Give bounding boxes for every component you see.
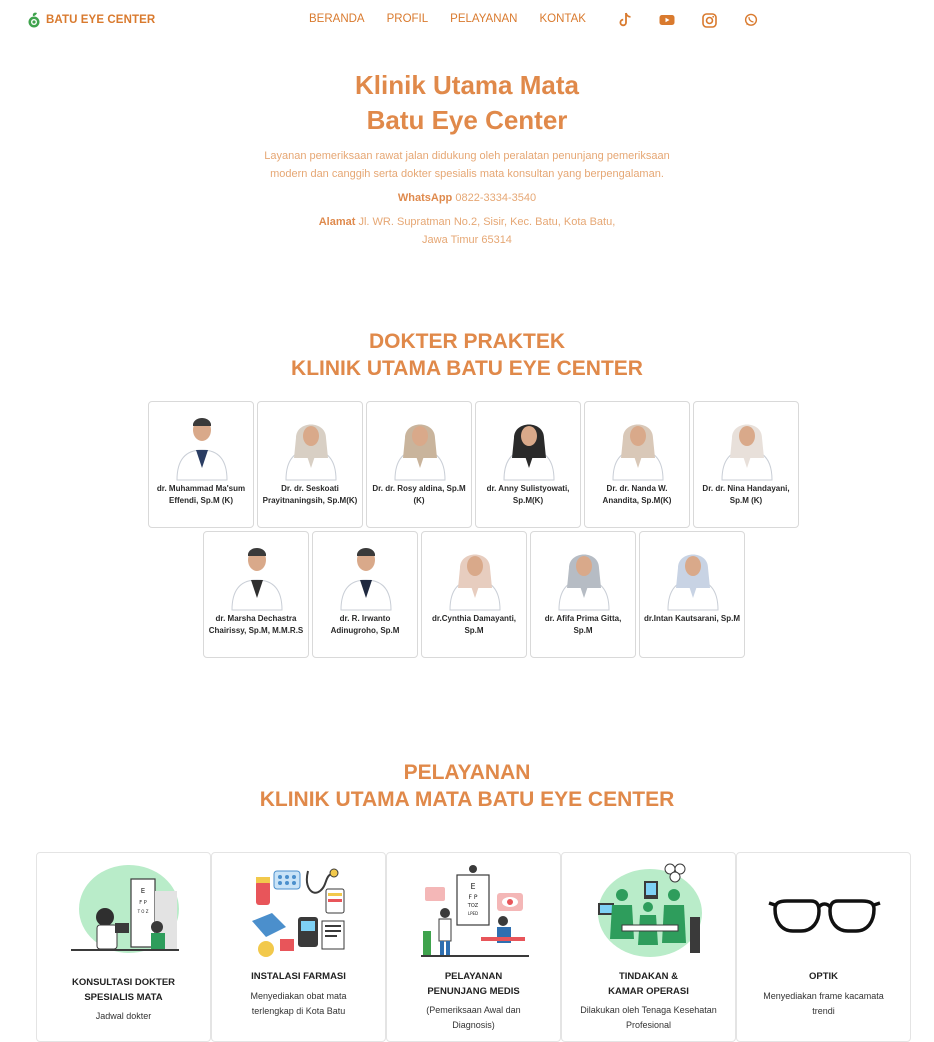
- surgery-room-illustration: [592, 861, 707, 961]
- doctor-name: Dr. dr. Seskoati Prayitnaningsih, Sp.M(K): [262, 484, 358, 505]
- service-desc-line2: terlengkap di Kota Batu: [251, 1006, 346, 1016]
- doctor-row-1: [148, 401, 799, 528]
- svg-text:F P: F P: [468, 894, 478, 901]
- service-card-optik[interactable]: [736, 852, 911, 1042]
- hero-whatsapp[interactable]: [0, 192, 934, 204]
- service-title-line1: INSTALASI FARMASI: [251, 971, 346, 982]
- doctor-name: Dr. dr. Nina Handayani, Sp.M (K): [702, 484, 790, 505]
- service-desc-line1: (Pemeriksaan Awal dan: [426, 1005, 521, 1015]
- nav-profil[interactable]: PROFIL: [386, 13, 429, 25]
- doctor-card[interactable]: [312, 531, 418, 658]
- service-title-line2: PENUNJANG MEDIS: [427, 986, 520, 997]
- youtube-icon[interactable]: [658, 11, 676, 29]
- service-desc-line1: Menyediakan frame kacamata: [763, 991, 884, 1001]
- service-title-line2: SPESIALIS MATA: [84, 992, 163, 1003]
- service-title-line1: KONSULTASI DOKTER: [71, 977, 176, 988]
- doctor-card[interactable]: [366, 401, 472, 528]
- doctors-title-line2: KLINIK UTAMA BATU EYE CENTER: [291, 357, 643, 380]
- hero-title-line2: Batu Eye Center: [366, 105, 568, 135]
- svg-text:TOZ: TOZ: [467, 903, 479, 909]
- address-line1: Jl. WR. Supratman No.2, Sisir, Kec. Batu, Kota Batu,: [358, 216, 616, 228]
- services-title-line1: PELAYANAN: [403, 761, 531, 784]
- service-desc-line1: Jadwal dokter: [95, 1011, 152, 1021]
- brand-logo-link[interactable]: [27, 12, 155, 28]
- services-title-line2: KLINIK UTAMA MATA BATU EYE CENTER: [259, 788, 675, 811]
- doctor-card[interactable]: [257, 401, 363, 528]
- hero-desc-line2: modern dan canggih serta dokter spesialis mata konsultan yang berpengalaman.: [270, 168, 664, 180]
- hero-description: [0, 147, 934, 183]
- doctor-name: dr. Muhammad Ma'sum Effendi, Sp.M (K): [156, 484, 246, 505]
- svg-text:E: E: [140, 887, 146, 895]
- whatsapp-icon[interactable]: [742, 11, 760, 29]
- instagram-icon[interactable]: [700, 11, 718, 29]
- main-menu: [309, 13, 608, 25]
- doctor-photo: [496, 408, 562, 480]
- address-label: Alamat: [318, 216, 356, 228]
- nav-kontak[interactable]: KONTAK: [539, 13, 586, 25]
- tiktok-icon[interactable]: [616, 11, 634, 29]
- doctors-title-line1: DOKTER PRAKTEK: [368, 330, 565, 353]
- doctor-name: dr. Anny Sulistyowati, Sp.M(K): [486, 484, 570, 505]
- doctor-photo: [660, 538, 726, 610]
- eyeglasses-icon: [767, 861, 882, 961]
- eye-chart-illustration: [417, 861, 532, 961]
- svg-text:F P: F P: [139, 900, 147, 906]
- doctor-photo: [605, 408, 671, 480]
- service-card-farmasi[interactable]: [211, 852, 386, 1042]
- doctor-card[interactable]: [203, 531, 309, 658]
- doctor-card[interactable]: [693, 401, 799, 528]
- eye-exam-illustration: [67, 861, 182, 961]
- service-card-penunjang[interactable]: [386, 852, 561, 1042]
- doctor-card[interactable]: [584, 401, 690, 528]
- doctor-photo: [442, 538, 508, 610]
- service-card-konsultasi[interactable]: [36, 852, 211, 1042]
- address-line2: Jawa Timur 65314: [422, 234, 512, 246]
- service-desc-line1: Menyediakan obat mata: [250, 991, 347, 1001]
- eye-leaf-logo-icon: [27, 12, 42, 28]
- whatsapp-label: WhatsApp: [397, 192, 453, 204]
- nav-beranda[interactable]: BERANDA: [309, 13, 365, 25]
- doctor-name: dr. R. Irwanto Adinugroho, Sp.M: [330, 614, 400, 635]
- doctor-name: Dr. dr. Nanda W. Anandita, Sp.M(K): [602, 484, 672, 505]
- doctor-card[interactable]: [639, 531, 745, 658]
- service-title-line1: TINDAKAN &: [618, 971, 679, 982]
- doctor-name: dr. Marsha Dechastra Chairissy, Sp.M, M.M.R.S: [208, 614, 304, 635]
- hero-address: [0, 213, 934, 249]
- doctor-card[interactable]: [475, 401, 581, 528]
- doctor-row-2: [203, 531, 745, 658]
- service-title-line1: PELAYANAN: [444, 971, 503, 982]
- doctor-photo: [169, 408, 235, 480]
- doctor-photo: [333, 538, 399, 610]
- service-title-line2: KAMAR OPERASI: [608, 986, 689, 997]
- doctor-name: Dr. dr. Rosy aldina, Sp.M (K): [372, 484, 466, 505]
- service-desc-line1: Dilakukan oleh Tenaga Kesehatan: [580, 1005, 717, 1015]
- doctor-photo: [714, 408, 780, 480]
- doctor-card[interactable]: [421, 531, 527, 658]
- doctor-name: dr. Afifa Prima Gitta, Sp.M: [544, 614, 622, 635]
- nav-pelayanan[interactable]: PELAYANAN: [450, 13, 518, 25]
- service-desc-line2: trendi: [812, 1006, 835, 1016]
- doctor-photo: [387, 408, 453, 480]
- doctor-name: dr.Cynthia Damayanti, Sp.M: [431, 614, 517, 635]
- svg-text:E: E: [470, 882, 476, 891]
- doctor-photo: [224, 538, 290, 610]
- brand-name: BATU EYE CENTER: [46, 14, 156, 26]
- social-links: [616, 11, 784, 29]
- hero-title-line1: Klinik Utama Mata: [355, 70, 579, 100]
- hero-section: [0, 68, 934, 249]
- service-card-operasi[interactable]: [561, 852, 736, 1042]
- doctor-photo: [551, 538, 617, 610]
- services-section-title: [0, 759, 934, 813]
- pharmacy-illustration: [242, 861, 357, 961]
- doctor-name: dr.Intan Kautsarani, Sp.M: [644, 614, 741, 623]
- service-desc-line2: Diagnosis): [452, 1020, 495, 1030]
- doctor-card[interactable]: [148, 401, 254, 528]
- top-navbar: [0, 0, 934, 42]
- hero-desc-line1: Layanan pemeriksaan rawat jalan didukung oleh peralatan penunjang pemeriksaan: [264, 150, 670, 162]
- doctor-card[interactable]: [530, 531, 636, 658]
- svg-text:LPED: LPED: [467, 911, 479, 916]
- svg-text:T O Z: T O Z: [137, 909, 149, 914]
- doctor-photo: [278, 408, 344, 480]
- service-desc-line2: Profesional: [625, 1020, 672, 1030]
- service-title-line1: OPTIK: [808, 971, 839, 982]
- whatsapp-number[interactable]: 0822-3334-3540: [455, 192, 537, 204]
- doctors-section-title: [0, 328, 934, 382]
- services-row: [36, 852, 911, 1042]
